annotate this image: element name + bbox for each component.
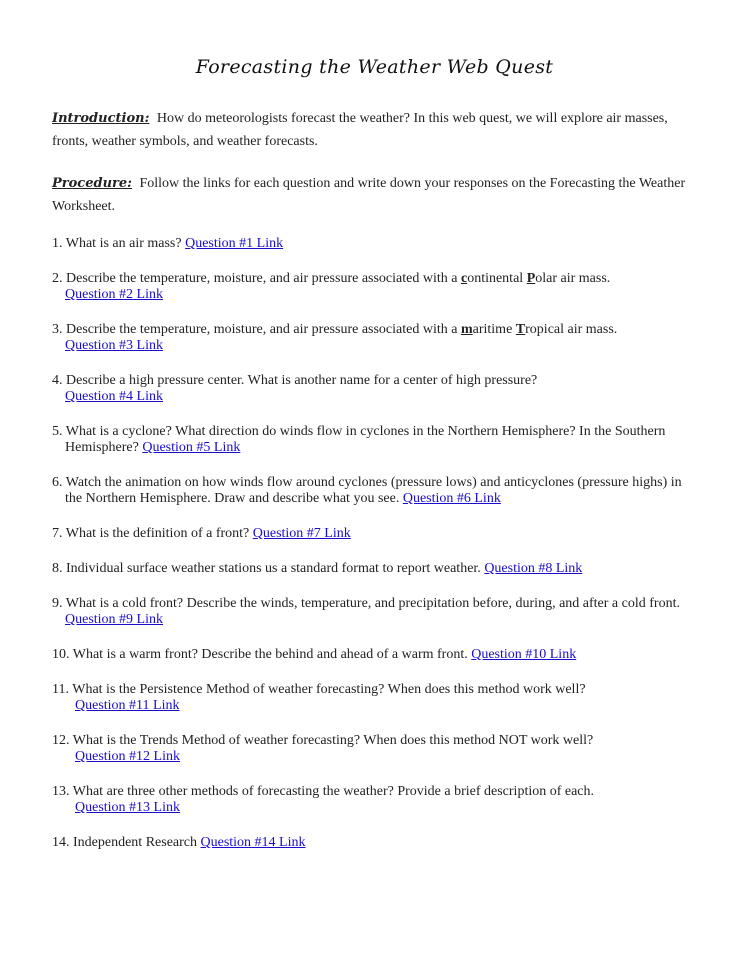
question-text: What is the definition of a front? bbox=[65, 526, 253, 541]
question-2-link[interactable]: Question #2 Link bbox=[65, 287, 163, 302]
emphasized-letter: T bbox=[515, 322, 526, 337]
question-number: 11. bbox=[52, 682, 69, 697]
question-item bbox=[52, 271, 702, 303]
question-text: Describe the temperature, moisture, and air pressure associated with a bbox=[66, 322, 461, 337]
question-14-link[interactable]: Question #14 Link bbox=[200, 835, 306, 850]
question-number: 9. bbox=[52, 596, 63, 611]
question-list bbox=[52, 236, 702, 870]
question-text: What is a warm front? Describe the behind and ahead of a warm front. bbox=[72, 647, 472, 662]
question-text: Individual surface weather stations us a standard format to report weather. bbox=[66, 561, 485, 576]
question-number: 7. bbox=[52, 526, 63, 541]
question-item bbox=[52, 596, 702, 628]
question-item bbox=[52, 236, 702, 252]
question-item bbox=[52, 526, 702, 542]
question-text: olar air mass. bbox=[535, 271, 611, 286]
question-number: 6. bbox=[52, 475, 63, 490]
question-number: 5. bbox=[52, 424, 63, 439]
question-4-link[interactable]: Question #4 Link bbox=[65, 389, 163, 404]
question-number: 14. bbox=[52, 835, 70, 850]
question-number: 12. bbox=[52, 733, 70, 748]
question-item bbox=[52, 733, 702, 765]
question-10-link[interactable]: Question #10 Link bbox=[471, 647, 577, 662]
question-number: 3. bbox=[52, 322, 63, 337]
procedure-paragraph bbox=[52, 172, 702, 218]
question-text: What are three other methods of forecasting the weather? Provide a brief description of each. bbox=[72, 784, 595, 799]
procedure-heading: Procedure: bbox=[52, 176, 132, 191]
question-item bbox=[52, 682, 702, 714]
question-text: Watch the animation on how winds flow around cyclones (pressure lows) and anticyclones (pressure highs) in the Northern Hemisphere. Draw and describe what you see. bbox=[65, 475, 682, 506]
question-number: 1. bbox=[52, 236, 63, 251]
question-item bbox=[52, 835, 702, 851]
question-item bbox=[52, 373, 702, 405]
question-item bbox=[52, 647, 702, 663]
question-text: What is the Trends Method of weather forecasting? When does this method NOT work well? bbox=[72, 733, 594, 748]
question-text: ontinental bbox=[467, 271, 527, 286]
question-number: 8. bbox=[52, 561, 63, 576]
question-item bbox=[52, 424, 702, 456]
question-number: 13. bbox=[52, 784, 70, 799]
question-3-link[interactable]: Question #3 Link bbox=[65, 338, 163, 353]
question-text: Independent Research bbox=[73, 835, 201, 850]
question-number: 4. bbox=[52, 373, 63, 388]
question-12-link[interactable]: Question #12 Link bbox=[75, 749, 180, 764]
question-text: What is the Persistence Method of weather forecasting? When does this method work well? bbox=[72, 682, 586, 697]
page-title: Forecasting the Weather Web Quest bbox=[195, 56, 554, 78]
emphasized-letter: m bbox=[460, 322, 473, 337]
question-item bbox=[52, 561, 702, 577]
emphasized-letter: c bbox=[460, 271, 468, 286]
question-text: What is an air mass? bbox=[65, 236, 186, 251]
question-9-link[interactable]: Question #9 Link bbox=[65, 612, 163, 627]
question-5-link[interactable]: Question #5 Link bbox=[142, 440, 241, 455]
question-text: What is a cold front? Describe the winds, temperature, and precipitation before, during, and after a cold front. bbox=[65, 596, 680, 611]
question-number: 2. bbox=[52, 271, 63, 286]
introduction-heading: Introduction: bbox=[52, 111, 150, 126]
question-8-link[interactable]: Question #8 Link bbox=[484, 561, 583, 576]
question-13-link[interactable]: Question #13 Link bbox=[75, 800, 180, 815]
question-item bbox=[52, 784, 702, 816]
question-1-link[interactable]: Question #1 Link bbox=[185, 236, 284, 251]
question-text: aritime bbox=[472, 322, 516, 337]
question-7-link[interactable]: Question #7 Link bbox=[252, 526, 351, 541]
emphasized-letter: P bbox=[526, 271, 536, 286]
introduction-paragraph bbox=[52, 107, 702, 153]
question-item bbox=[52, 322, 702, 354]
question-number: 10. bbox=[52, 647, 70, 662]
question-11-link[interactable]: Question #11 Link bbox=[75, 698, 180, 713]
introduction-text: How do meteorologists forecast the weather? In this web quest, we will explore air masses, fronts, weather symbols, and weather forecasts. bbox=[52, 111, 668, 149]
procedure-text: Follow the links for each question and write down your responses on the Forecasting the Weather Worksheet. bbox=[52, 176, 686, 214]
question-text: Describe a high pressure center. What is another name for a center of high pressure? bbox=[66, 373, 538, 388]
question-6-link[interactable]: Question #6 Link bbox=[402, 491, 501, 506]
question-text: What is a cyclone? What direction do winds flow in cyclones in the Northern Hemisphere? In the Southern Hemisphere? bbox=[65, 424, 666, 455]
question-text: Describe the temperature, moisture, and air pressure associated with a bbox=[66, 271, 461, 286]
question-item bbox=[52, 475, 702, 507]
question-text: ropical air mass. bbox=[525, 322, 618, 337]
